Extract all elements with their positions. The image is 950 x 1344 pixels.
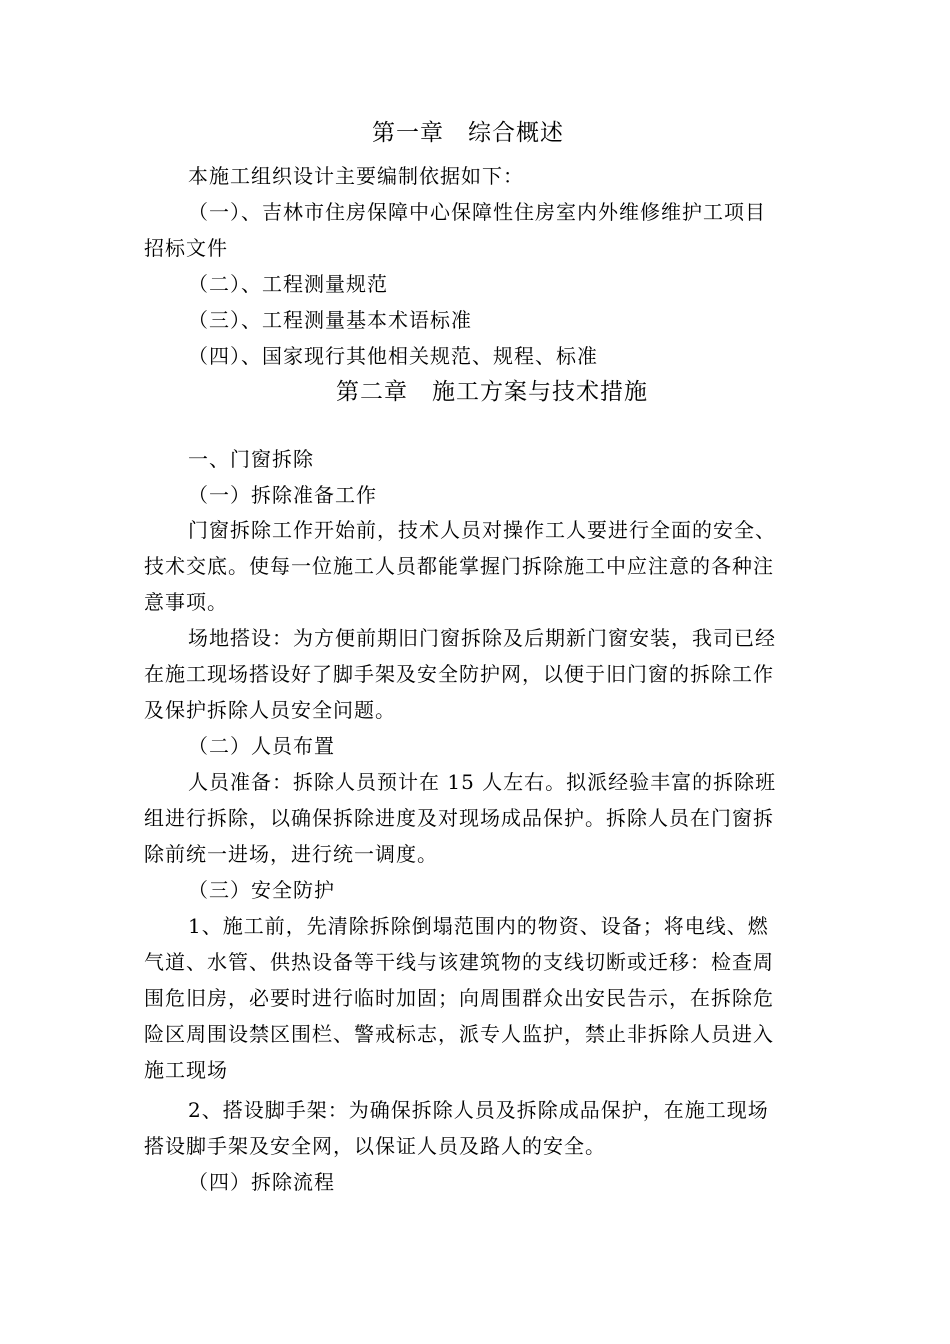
- sub1-para1-line3: 意事项。: [144, 590, 228, 614]
- sub1-para2-line2: 在施工现场搭设好了脚手架及安全防护网，以便于旧门窗的拆除工作: [144, 662, 774, 686]
- sub3-para2-line2: 搭设脚手架及安全网，以保证人员及路人的安全。: [144, 1134, 606, 1158]
- sub3-para1-line4: 险区周围设禁区围栏、警戒标志，派专人监护，禁止非拆除人员进入: [144, 1022, 774, 1046]
- sub4-title: （四）拆除流程: [188, 1170, 335, 1194]
- basis-item-2: （二）、工程测量规范: [188, 272, 388, 296]
- basis-item-1: （一）、吉林市住房保障中心保障性住房室内外维修维护工项目: [188, 200, 766, 224]
- sub3-title: （三）安全防护: [188, 878, 335, 902]
- sub3-para2-line1: 2、搭设脚手架：为确保拆除人员及拆除成品保护，在施工现场: [188, 1098, 769, 1122]
- sub2-para-line2: 组进行拆除，以确保拆除进度及对现场成品保护。拆除人员在门窗拆: [144, 806, 774, 830]
- chapter2-title: 第二章 施工方案与技术措施: [336, 379, 648, 405]
- sub1-para1-line2: 技术交底。使每一位施工人员都能掌握门拆除施工中应注意的各种注: [144, 554, 774, 578]
- sub1-para2-line1: 场地搭设：为方便前期旧门窗拆除及后期新门窗安装，我司已经: [188, 626, 776, 650]
- sub1-para1-line1: 门窗拆除工作开始前，技术人员对操作工人要进行全面的安全、: [188, 518, 776, 542]
- sub3-para1-line1: 1、施工前，先清除拆除倒塌范围内的物资、设备；将电线、燃: [188, 914, 769, 938]
- sub2-para-line3: 除前统一进场，进行统一调度。: [144, 842, 438, 866]
- sub3-para1-line2: 气道、水管、供热设备等干线与该建筑物的支线切断或迁移：检查周: [144, 950, 774, 974]
- chapter1-title: 第一章 综合概述: [372, 120, 564, 146]
- chapter1-intro: 本施工组织设计主要编制依据如下：: [188, 164, 524, 188]
- sub1-title: （一）拆除准备工作: [188, 483, 377, 507]
- basis-item-3: （三）、工程测量基本术语标准: [188, 308, 472, 332]
- sub3-para1-line5: 施工现场: [144, 1058, 228, 1082]
- sub2-title: （二）人员布置: [188, 734, 335, 758]
- basis-item-1-cont: 招标文件: [144, 236, 228, 260]
- section1-title: 一、门窗拆除: [188, 447, 314, 471]
- sub3-para1-line3: 围危旧房，必要时进行临时加固；向周围群众出安民告示，在拆除危: [144, 986, 774, 1010]
- sub1-para2-line3: 及保护拆除人员安全问题。: [144, 698, 396, 722]
- basis-item-4: （四）、国家现行其他相关规范、规程、标准: [188, 344, 598, 368]
- sub2-para-line1: 人员准备：拆除人员预计在 15 人左右。拟派经验丰富的拆除班: [188, 770, 777, 794]
